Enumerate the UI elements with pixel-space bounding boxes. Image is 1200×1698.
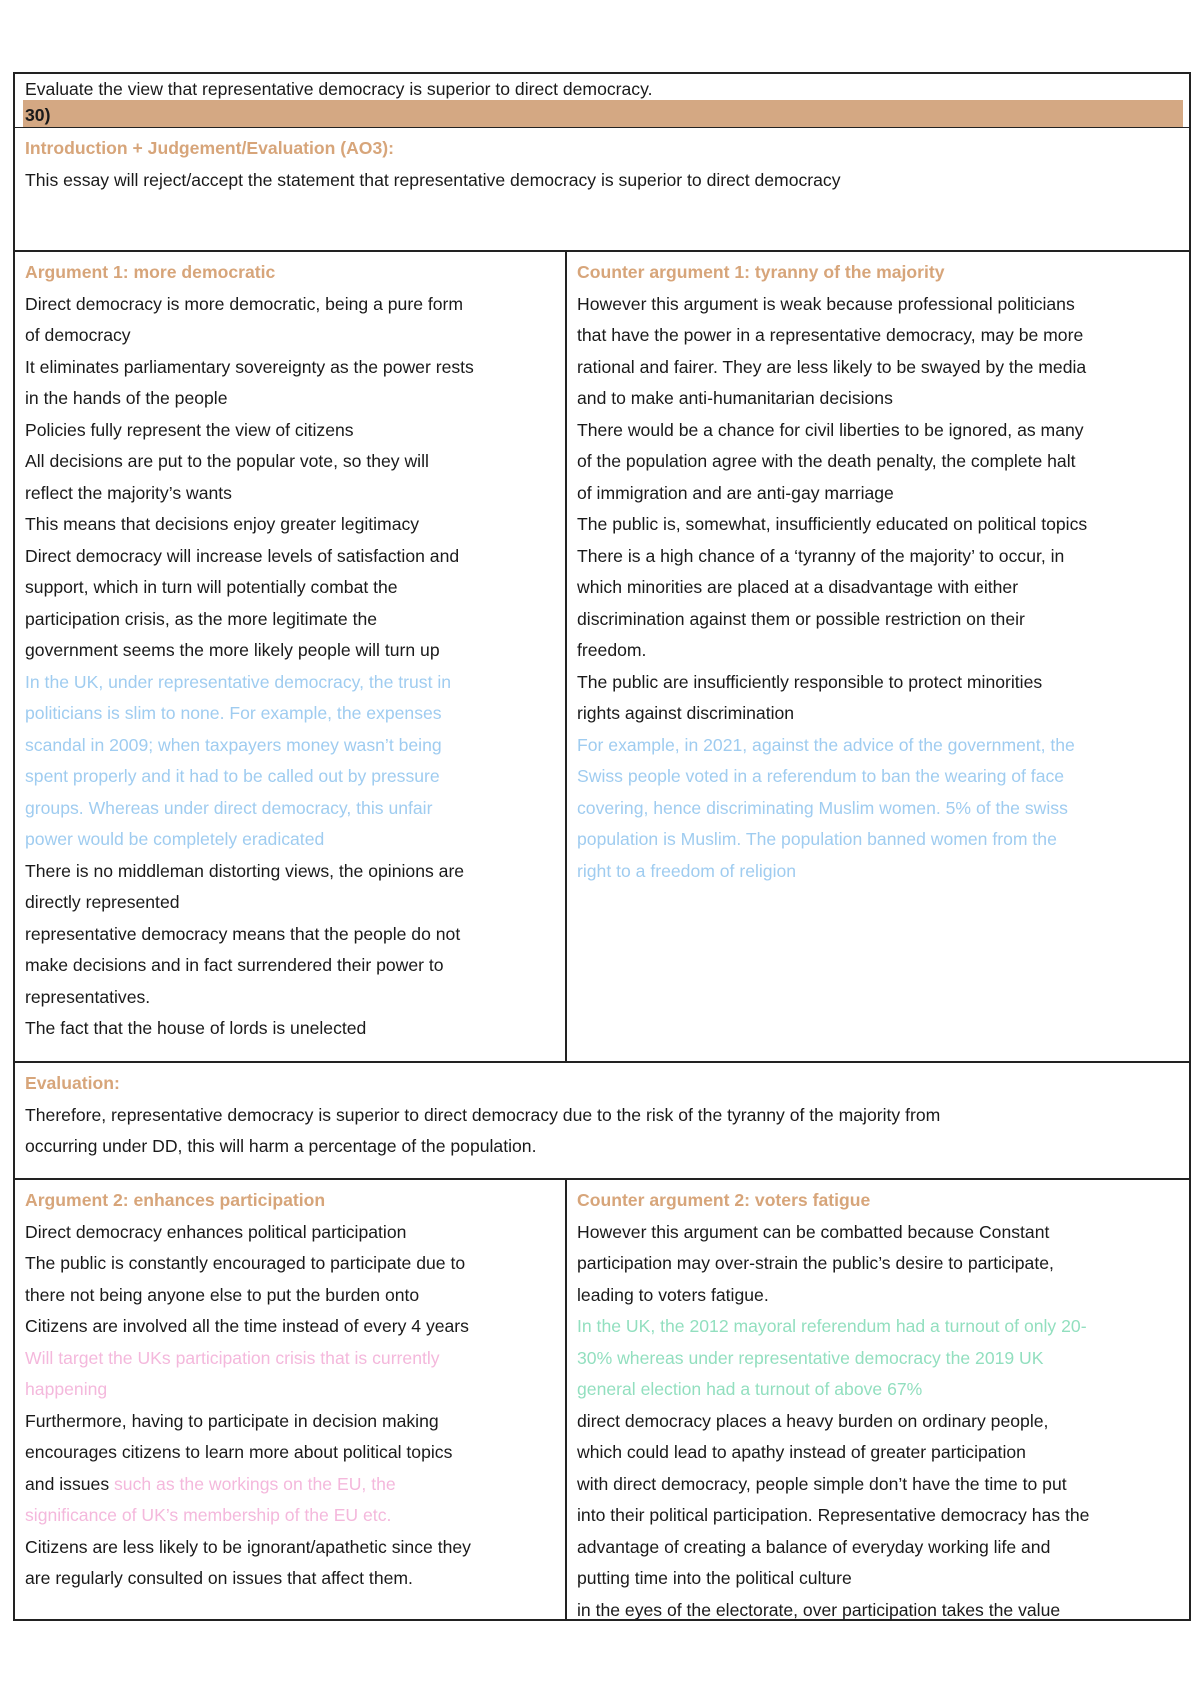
arg1-line — [25, 635, 555, 667]
counter2-line — [577, 1437, 1177, 1469]
counter1-line-text: of the population agree with the death penalty, the complete halt — [577, 451, 1076, 471]
intro-text: This essay will reject/accept the statement that representative democracy is superior to direct democracy — [25, 169, 841, 190]
counter1-line-text: Swiss people voted in a referendum to ban the wearing of face — [577, 766, 1065, 786]
counter1-line — [577, 541, 1177, 573]
counter2-line-text: In the UK, the 2012 mayoral referendum had a turnout of only 20- — [577, 1316, 1087, 1336]
arg1-line-text: reflect the majority’s wants — [25, 482, 232, 503]
arg1-line-text: in the hands of the people — [25, 388, 228, 408]
arg1-line-text: All decisions are put to the popular vote, so they will — [25, 451, 429, 471]
arg2-line — [25, 1374, 555, 1406]
arg2-line — [25, 1500, 555, 1532]
counter2-line — [577, 1374, 1177, 1406]
arg1-line-text: Direct democracy will increase levels of satisfaction and — [25, 545, 460, 566]
arg1-line — [25, 761, 555, 793]
arg1-line — [25, 982, 555, 1014]
evaluation-line — [25, 1100, 1175, 1132]
counter1-line-text: There is a high chance of a ‘tyranny of the majority’ to occur, in — [577, 545, 1065, 566]
counter-argument-2-cell — [567, 1181, 1187, 1620]
counter1-line-text: covering, hence discriminating Muslim women. 5% of the swiss — [577, 797, 1068, 818]
counter-argument-1-body — [577, 289, 1177, 888]
arg1-line-text: representative democracy means that the people do not — [25, 923, 461, 944]
arg2-line-text: Direct democracy enhances political participation — [25, 1221, 407, 1242]
counter1-line — [577, 730, 1177, 762]
counter1-line — [577, 856, 1177, 888]
counter1-line-text: population is Muslim. The population banned women from the — [577, 829, 1057, 849]
arg1-line-text: Direct democracy is more democratic, being a pure form — [25, 293, 464, 314]
counter1-line-text: which minorities are placed at a disadvantage with either — [577, 577, 1019, 597]
counter1-line-text: of immigration and are anti-gay marriage — [577, 482, 894, 503]
arg2-line-text: Citizens are involved all the time instead of every 4 years — [25, 1316, 469, 1336]
arg1-line-text: This means that decisions enjoy greater legitimacy — [25, 514, 420, 534]
counter1-line-text: rights against discrimination — [577, 703, 795, 723]
counter2-line-text: putting time into the political culture — [577, 1568, 852, 1588]
arg1-line — [25, 509, 555, 541]
arg1-line — [25, 572, 555, 604]
counter1-line-text: The public is, somewhat, insufficiently educated on political topics — [577, 514, 1088, 534]
arg1-line — [25, 541, 555, 573]
arg1-line — [25, 950, 555, 982]
arg2-line — [25, 1248, 555, 1280]
arg1-line-text: government seems the more likely people will turn up — [25, 640, 440, 660]
arg1-line — [25, 604, 555, 636]
arg1-line-text: support, which in turn will potentially combat the — [25, 577, 398, 597]
arg1-line-text: There is no middleman distorting views, the opinions are — [25, 860, 465, 881]
argument-1-body — [25, 289, 555, 1045]
arg1-line-text: directly represented — [25, 892, 180, 912]
evaluation-line-text: Therefore, representative democracy is superior to direct democracy due to the risk of the tyranny of the majority from — [25, 1104, 941, 1125]
intro-cell — [15, 129, 1185, 249]
question-text: Evaluate the view that representative democracy is superior to direct democracy. — [25, 79, 653, 99]
arg2-line-text: Citizens are less likely to be ignorant/apathetic since they — [25, 1536, 471, 1557]
counter1-line-text: The public are insufficiently responsible to protect minorities — [577, 671, 1043, 692]
arg2-line-text: Will target the UKs participation crisis that is currently — [25, 1347, 440, 1368]
arg1-line — [25, 856, 555, 888]
counter1-line — [577, 352, 1177, 384]
arg1-line-text: politicians is slim to none. For example, the expenses — [25, 703, 442, 723]
evaluation-line — [25, 1131, 1175, 1163]
counter2-line — [577, 1311, 1177, 1343]
argument-2-body — [25, 1217, 555, 1595]
counter1-line — [577, 667, 1177, 699]
arg1-line-text: groups. Whereas under direct democracy, this unfair — [25, 797, 433, 818]
counter1-line — [577, 446, 1177, 478]
arg2-line-text: Furthermore, having to participate in decision making — [25, 1410, 439, 1431]
counter1-line — [577, 509, 1177, 541]
arg1-line — [25, 730, 555, 762]
arg1-line — [25, 824, 555, 856]
counter1-line-text: discrimination against them or possible restriction on their — [577, 608, 1025, 629]
arg2-line-text: there not being anyone else to put the burden onto — [25, 1284, 420, 1305]
arg1-line-text: It eliminates parliamentary sovereignty as the power rests — [25, 356, 474, 377]
arg1-line — [25, 289, 555, 321]
counter2-line-text: advantage of creating a balance of everyday working life and — [577, 1536, 1051, 1557]
counter-argument-2-heading: Counter argument 2: voters fatigue — [577, 1190, 871, 1210]
counter1-line — [577, 320, 1177, 352]
arg2-line — [25, 1311, 555, 1343]
arg1-line — [25, 1013, 555, 1045]
counter1-line-text: For example, in 2021, against the advice of the government, the — [577, 734, 1075, 755]
row-divider — [13, 127, 1191, 128]
counter2-line-text: direct democracy places a heavy burden on ordinary people, — [577, 1410, 1049, 1431]
counter2-line — [577, 1406, 1177, 1438]
arg1-line-text: scandal in 2009; when taxpayers money wasn’t being — [25, 734, 442, 755]
counter1-line — [577, 604, 1177, 636]
arg1-line — [25, 352, 555, 384]
counter1-line — [577, 415, 1177, 447]
counter2-line-text: However this argument can be combatted because Constant — [577, 1221, 1050, 1242]
arg2-line — [25, 1469, 555, 1501]
counter1-line-text: freedom. — [577, 640, 647, 660]
counter2-line — [577, 1595, 1177, 1627]
counter-argument-1-cell — [567, 253, 1187, 1059]
arg2-line-text: The public is constantly encouraged to participate due to — [25, 1253, 466, 1273]
counter2-line-text: general election had a turnout of above 67% — [577, 1379, 923, 1399]
arg2-line — [25, 1406, 555, 1438]
arg2-line-text: are regularly consulted on issues that affect them. — [25, 1568, 413, 1588]
evaluation-line-text: occurring under DD, this will harm a percentage of the population. — [25, 1136, 537, 1156]
counter2-line-text: 30% whereas under representative democracy the 2019 UK — [577, 1347, 1044, 1368]
arg1-line-text: Policies fully represent the view of citizens — [25, 419, 354, 440]
counter1-line — [577, 572, 1177, 604]
counter2-line — [577, 1500, 1177, 1532]
intro-heading: Introduction + Judgement/Evaluation (AO3): — [25, 138, 394, 158]
counter1-line-text: There would be a chance for civil liberties to be ignored, as many — [577, 419, 1084, 440]
arg2-line-text: encourages citizens to learn more about political topics — [25, 1442, 453, 1462]
counter2-line-text: in the eyes of the electorate, over participation takes the value — [577, 1599, 1061, 1620]
counter2-line — [577, 1217, 1177, 1249]
evaluation-cell — [15, 1064, 1185, 1176]
counter1-line-text: right to a freedom of religion — [577, 860, 797, 881]
arg1-line-text: make decisions and in fact surrendered their power to — [25, 955, 444, 975]
arg2-line-text: and issues — [25, 1473, 114, 1494]
counter1-line — [577, 478, 1177, 510]
arg1-line — [25, 919, 555, 951]
arg1-line-text: of democracy — [25, 325, 131, 345]
arg2-line-text: happening — [25, 1379, 108, 1399]
arg1-line-text: power would be completely eradicated — [25, 829, 325, 849]
counter2-line-text: into their political participation. Representative democracy has the — [577, 1505, 1090, 1525]
counter1-line — [577, 793, 1177, 825]
question-marks: 30) — [25, 105, 51, 125]
counter2-line-text: with direct democracy, people simple don’t have the time to put — [577, 1473, 1067, 1494]
evaluation-heading: Evaluation: — [25, 1073, 120, 1093]
counter1-line-text: and to make anti-humanitarian decisions — [577, 388, 893, 408]
argument-2-cell — [15, 1181, 565, 1617]
row-divider — [13, 250, 1191, 252]
arg1-line-text: The fact that the house of lords is unelected — [25, 1018, 367, 1038]
counter-argument-1-heading: Counter argument 1: tyranny of the majority — [577, 262, 945, 282]
arg2-line — [25, 1343, 555, 1375]
arg2-line — [25, 1532, 555, 1564]
arg1-line — [25, 478, 555, 510]
arg1-line — [25, 446, 555, 478]
arg2-line-highlight: such as the workings on the EU, the — [114, 1473, 396, 1494]
arg2-line-text: significance of UK’s membership of the EU etc. — [25, 1505, 392, 1525]
counter2-line — [577, 1532, 1177, 1564]
arg1-line — [25, 887, 555, 919]
counter1-line — [577, 635, 1177, 667]
counter2-line — [577, 1280, 1177, 1312]
counter2-line — [577, 1469, 1177, 1501]
argument-2-heading: Argument 2: enhances participation — [25, 1190, 326, 1210]
counter2-line — [577, 1343, 1177, 1375]
row-divider — [13, 1061, 1191, 1063]
arg2-line — [25, 1280, 555, 1312]
question-cell — [15, 74, 1185, 129]
counter1-line — [577, 698, 1177, 730]
counter2-line-text: which could lead to apathy instead of greater participation — [577, 1442, 1026, 1462]
evaluation-body — [25, 1100, 1175, 1163]
arg1-line-text: spent properly and it had to be called out by pressure — [25, 766, 440, 786]
counter1-line-text: However this argument is weak because professional politicians — [577, 293, 1075, 314]
counter1-line — [577, 824, 1177, 856]
counter1-line-text: rational and fairer. They are less likely to be swayed by the media — [577, 356, 1087, 377]
counter1-line-text: that have the power in a representative democracy, may be more — [577, 325, 1084, 345]
argument-1-heading: Argument 1: more democratic — [25, 262, 276, 282]
counter1-line — [577, 383, 1177, 415]
arg1-line — [25, 793, 555, 825]
argument-1-cell — [15, 253, 565, 1059]
arg1-line — [25, 320, 555, 352]
arg2-line — [25, 1563, 555, 1595]
arg1-line-text: In the UK, under representative democracy, the trust in — [25, 671, 452, 692]
arg1-line — [25, 415, 555, 447]
counter2-line-text: leading to voters fatigue. — [577, 1284, 769, 1305]
arg1-line-text: representatives. — [25, 986, 151, 1007]
counter2-line-text: participation may over-strain the public’s desire to participate, — [577, 1253, 1054, 1273]
arg1-line — [25, 383, 555, 415]
arg1-line-text: participation crisis, as the more legitimate the — [25, 608, 378, 629]
counter2-line — [577, 1248, 1177, 1280]
counter-argument-2-body — [577, 1217, 1177, 1627]
counter1-line — [577, 289, 1177, 321]
arg2-line — [25, 1437, 555, 1469]
row-divider — [13, 1178, 1191, 1180]
counter2-line — [577, 1563, 1177, 1595]
counter1-line — [577, 761, 1177, 793]
arg2-line — [25, 1217, 555, 1249]
arg1-line — [25, 667, 555, 699]
arg1-line — [25, 698, 555, 730]
